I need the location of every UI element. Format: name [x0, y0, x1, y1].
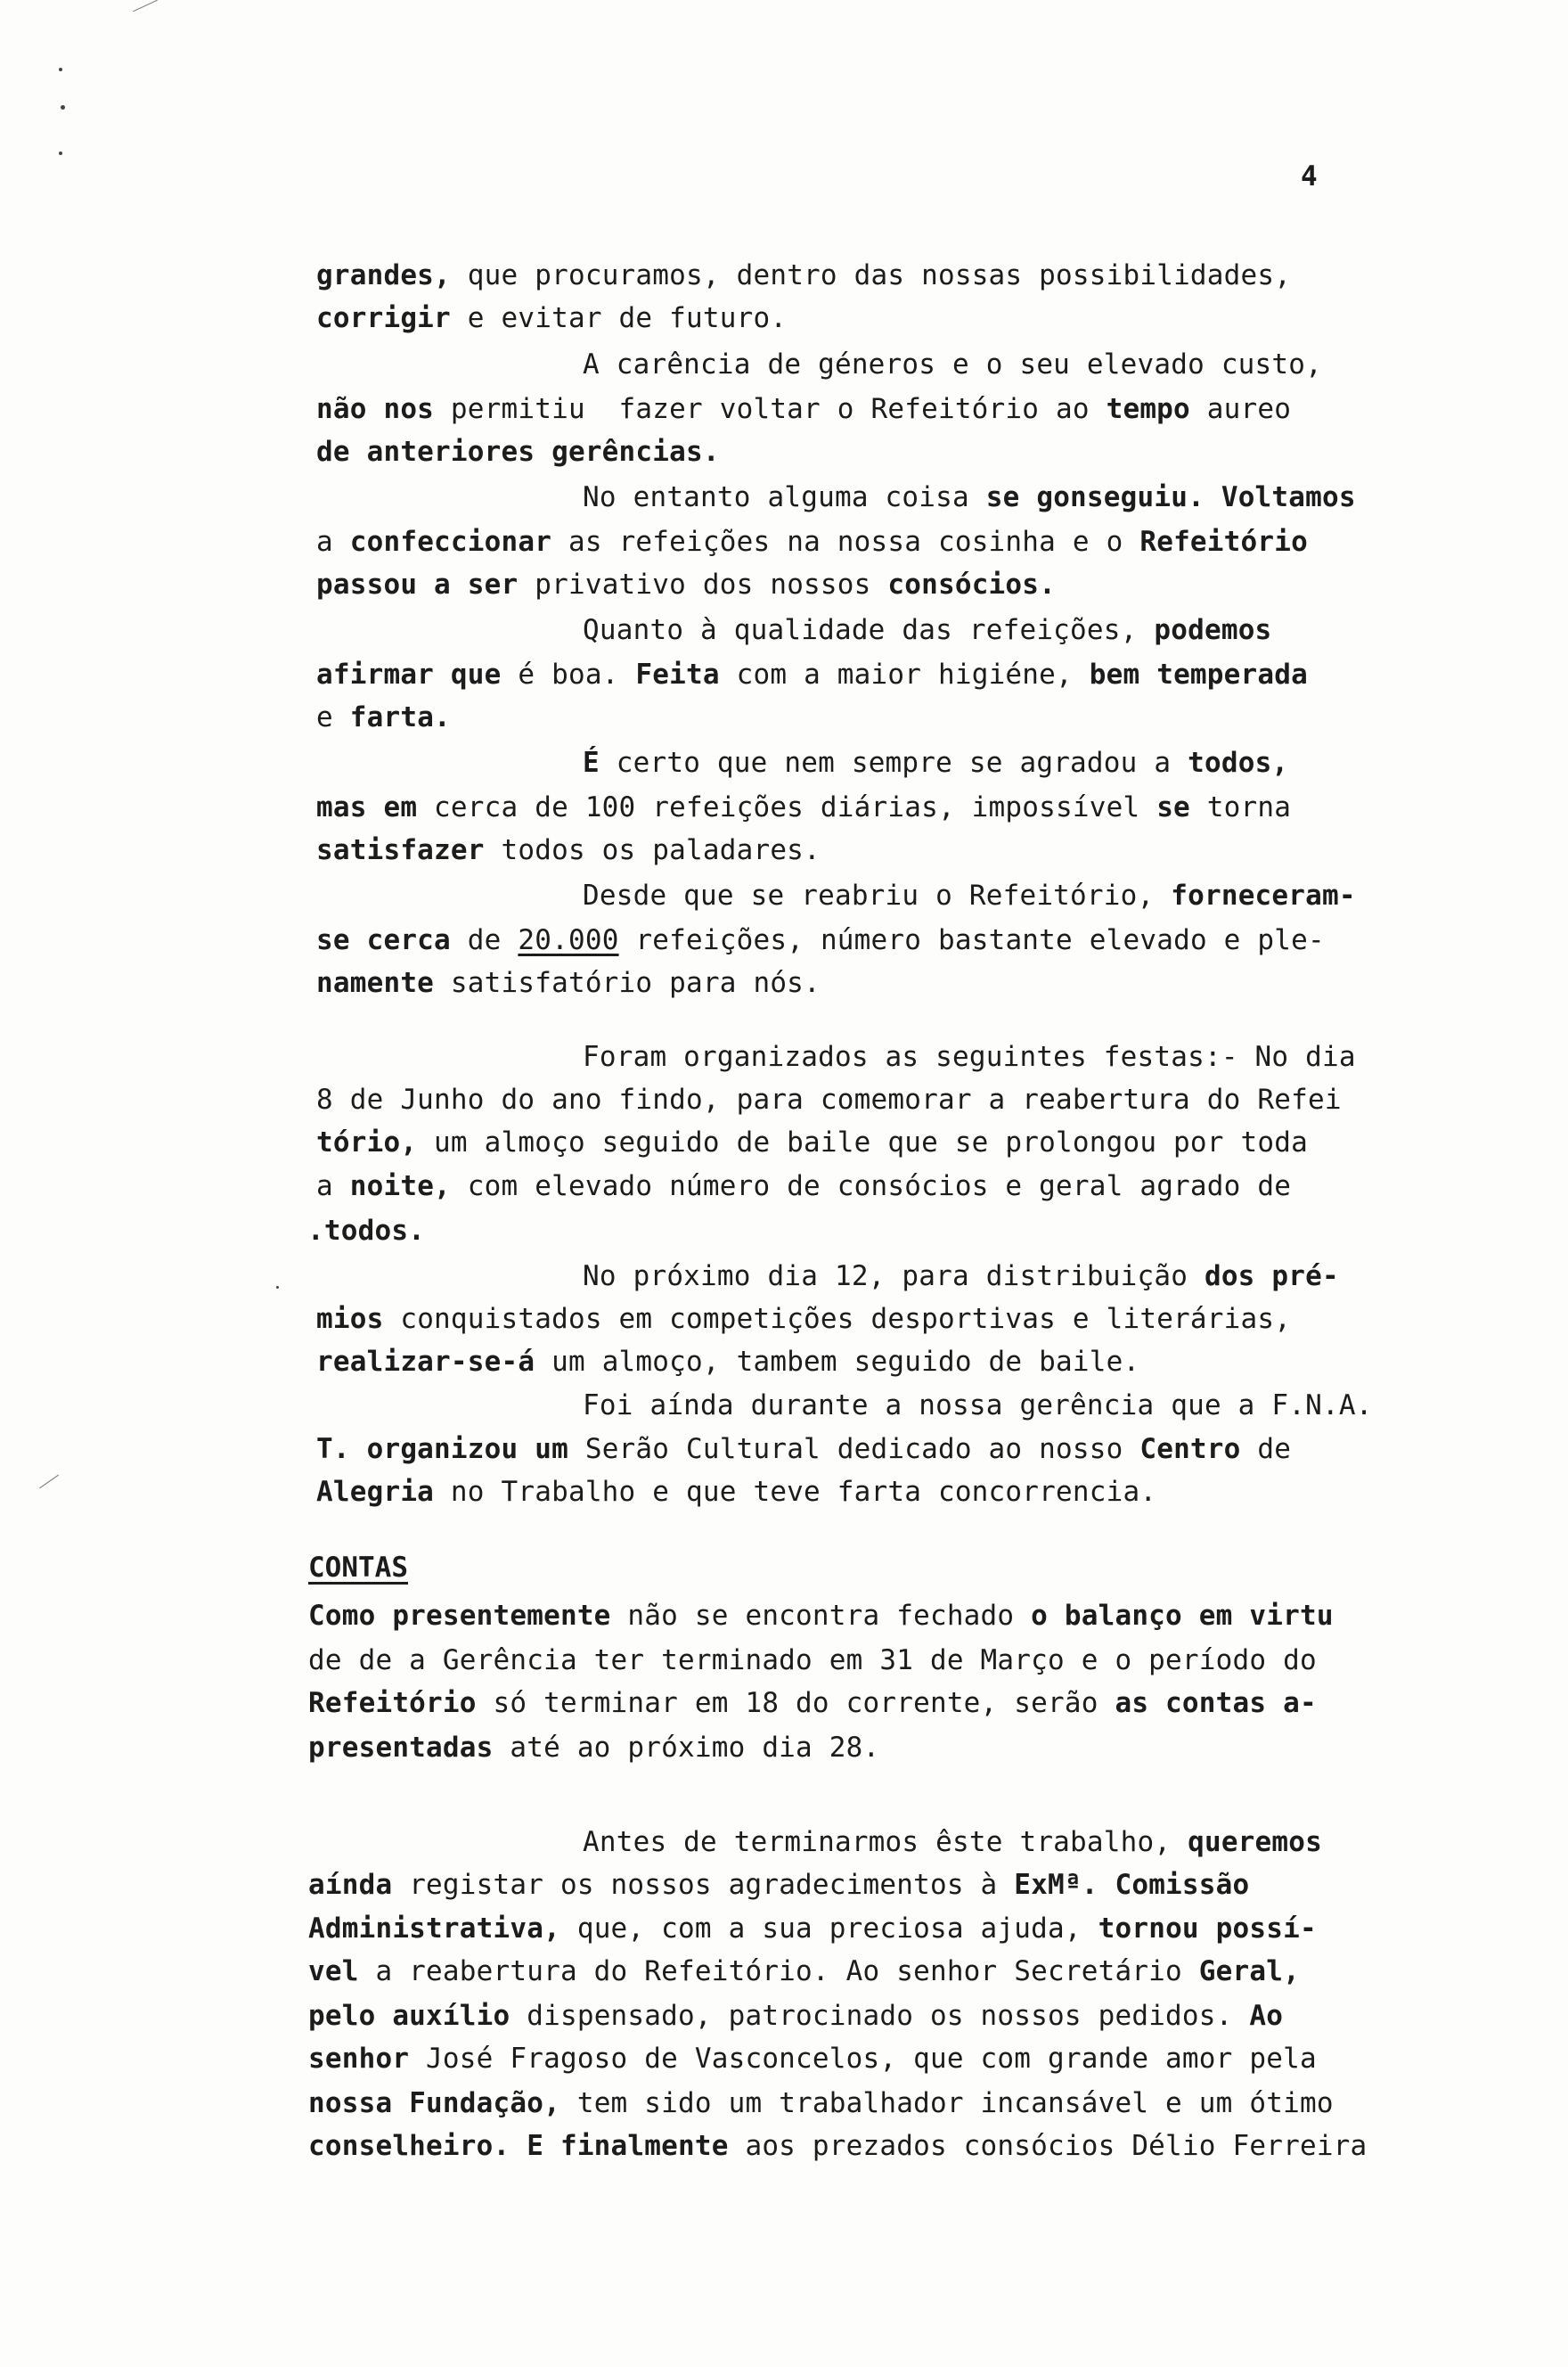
text-line: mas em cerca de 100 refeições diárias, impossível se torna — [316, 791, 1292, 823]
text-line: mios conquistados em competições desportivas e literárias, — [316, 1303, 1292, 1335]
text-line: No próximo dia 12, para distribuição dos pré- — [583, 1260, 1339, 1292]
text-line: conselheiro. E finalmente aos prezados consócios Délio Ferreira — [308, 2130, 1368, 2162]
text-line: de anteriores gerências. — [316, 436, 720, 468]
text-line: aínda registar os nossos agradecimentos à ExMª. Comissão — [308, 1869, 1250, 1901]
text-line: Alegria no Trabalho e que teve farta concorrencia. — [316, 1476, 1157, 1508]
text-line: pelo auxílio dispensado, patrocinado os nossos pedidos. Ao — [308, 2000, 1284, 2032]
text-line: a noite, com elevado número de consócios e geral agrado de — [316, 1170, 1292, 1202]
text-line: grandes, que procuramos, dentro das nossas possibilidades, — [316, 259, 1292, 291]
page-number: 4 — [1301, 160, 1318, 192]
text-line: Foi aínda durante a nossa gerência que a F.N.A. — [583, 1389, 1373, 1421]
scan-speck — [61, 105, 65, 110]
text-line: namente satisfatório para nós. — [316, 967, 821, 999]
text-line: Refeitório só terminar em 18 do corrente, serão as contas a- — [308, 1687, 1317, 1719]
scan-speck — [59, 152, 62, 155]
text-line: Antes de terminarmos êste trabalho, queremos — [583, 1826, 1323, 1858]
text-line: Desde que se reabriu o Refeitório, forneceram- — [583, 880, 1356, 912]
underlined-number: 20.000 — [518, 924, 619, 956]
text-line: realizar-se-á um almoço, tambem seguido de baile. — [316, 1346, 1140, 1378]
text-line: e farta. — [316, 701, 451, 733]
text-line: No entanto alguma coisa se gonseguiu. Voltamos — [583, 481, 1356, 513]
text-line: nossa Fundação, tem sido um trabalhador incansável e um ótimo — [308, 2087, 1334, 2119]
text-line: afirmar que é boa. Feita com a maior higiéne, bem temperada — [316, 659, 1308, 691]
text-line: Administrativa, que, com a sua preciosa ajuda, tornou possí- — [308, 1912, 1317, 1945]
text-line: se cerca de 20.000 refeições, número bastante elevado e ple- — [316, 924, 1325, 956]
text-line: É certo que nem sempre se agradou a todos, — [583, 747, 1289, 779]
text-line: .todos. — [307, 1215, 426, 1247]
section-heading-contas: CONTAS — [308, 1552, 408, 1584]
text-line: satisfazer todos os paladares. — [316, 834, 821, 866]
text-line: A carência de géneros e o seu elevado custo, — [583, 348, 1322, 381]
text-line: senhor José Fragoso de Vasconcelos, que com grande amor pela — [308, 2043, 1317, 2075]
text-line: de de a Gerência ter terminado em 31 de Março e o período do — [308, 1644, 1317, 1676]
text-line: 8 de Junho do ano findo, para comemorar a reabertura do Refei — [316, 1084, 1342, 1116]
text-line: Como presentemente não se encontra fechado o balanço em virtu — [308, 1600, 1334, 1632]
text-line: não nos permitiu fazer voltar o Refeitório ao tempo aureo — [316, 393, 1292, 425]
text-line: passou a ser privativo dos nossos consócios. — [316, 569, 1057, 601]
text-line: vel a reabertura do Refeitório. Ao senhor Secretário Geral, — [308, 1955, 1300, 1987]
scan-speck — [276, 1286, 279, 1289]
scan-mark — [39, 1475, 59, 1489]
text-line: Quanto à qualidade das refeições, podemos — [583, 614, 1272, 646]
scan-mark — [133, 0, 158, 12]
text-line: presentadas até ao próximo dia 28. — [308, 1732, 880, 1764]
text-line: Foram organizados as seguintes festas:- No dia — [583, 1041, 1356, 1073]
text-line: T. organizou um Serão Cultural dedicado ao nosso Centro de — [316, 1433, 1292, 1465]
text-line: corrigir e evitar de futuro. — [316, 302, 788, 334]
text-line: a confeccionar as refeições na nossa cosinha e o Refeitório — [316, 526, 1308, 558]
scan-speck — [59, 68, 62, 71]
text-line: tório, um almoço seguido de baile que se prolongou por toda — [316, 1126, 1308, 1159]
